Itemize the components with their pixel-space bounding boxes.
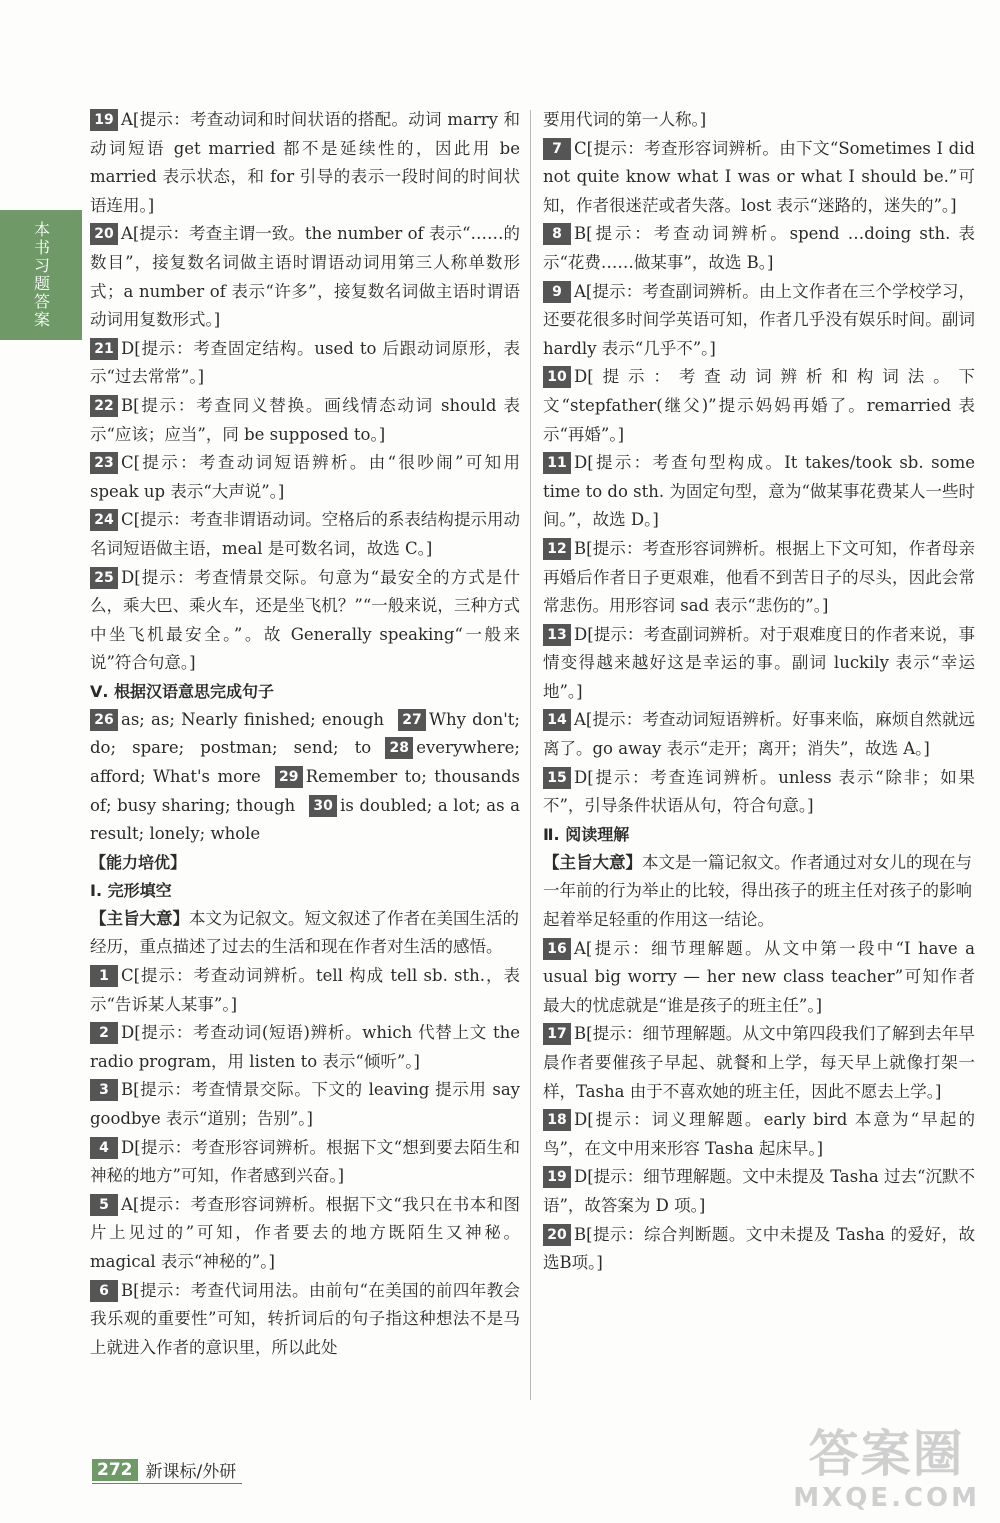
right-column — [543, 106, 975, 1278]
answer-text: B[提示：考查动词辨析。spend …doing sth. 表示“花费……做某事”，故选 B。] — [543, 224, 975, 272]
answer-item — [543, 363, 975, 449]
question-number: 12 — [543, 538, 571, 560]
answer-item — [90, 220, 520, 334]
answer-item — [90, 1191, 520, 1277]
answers-7-15 — [543, 135, 975, 821]
answer-item — [90, 392, 520, 449]
left-column — [90, 106, 520, 1362]
answer-item — [90, 1134, 520, 1191]
answer-item — [543, 706, 975, 763]
page-footer — [92, 1457, 236, 1482]
answer-text: D[提示：词义理解题。early bird 本意为“早起的鸟”，在文中用来形容 Tasha 起床早。] — [543, 1110, 975, 1158]
question-number: 28 — [385, 737, 413, 759]
answer-text: D[提示：考查固定结构。used to 后跟动词原形，表示“过去常常”。] — [90, 338, 520, 387]
question-number: 20 — [543, 1224, 571, 1246]
answer-text: D[提示：考查连词辨析。unless 表示“除非；如果不”，引导条件状语从句，符合句意。] — [543, 767, 975, 816]
answer-text: B[提示：考查形容词辨析。根据上下文可知，作者母亲再婚后作者日子更艰难，他看不到苦日子的尽头，因此会常常悲伤。用形容词 sad 表示“悲伤的”。] — [543, 538, 975, 616]
answer-item — [543, 220, 975, 277]
question-number: 10 — [543, 366, 571, 388]
answer-item — [543, 764, 975, 821]
section-v-title: Ⅴ. 根据汉语意思完成句子 — [90, 681, 275, 701]
answer-text: D[提示：细节理解题。文中未提及 Tasha 过去“沉默不语”，故答案为 D 项。] — [543, 1167, 975, 1215]
answer-text: D[提示：考查句型构成。It takes/took sb. some time to do sth. 为固定句型，意为“做某事花费某人一些时间。”，故选 D。] — [543, 453, 975, 530]
summary-label: 【主旨大意】 — [90, 908, 189, 928]
answer-text: D[提示：考查动词辨析和构词法。下文“stepfather(继父)”提示妈妈再婚了。remarried 表示“再婚”。] — [543, 367, 975, 444]
answer-text: A[提示：考查主谓一致。the number of 表示“……的数目”，接复数名词做主语时谓语动词用第三人称单数形式；a number of 表示“许多”，接复数名词做主语时谓语动词用复数形式。] — [90, 224, 520, 330]
ability-title: 【能力培优】 — [90, 852, 187, 872]
answer-text: B[提示：考查代词用法。由前句“在美国的前四年教会我乐观的重要性”可知，转折词后的句子指这种想法不是马上就进入作者的意识里，所以此处 — [90, 1280, 520, 1357]
answer-text: B[提示：综合判断题。文中未提及 Tasha 的爱好，故选B项。] — [543, 1224, 975, 1273]
answer-text: B[提示：考查同义替换。画线情态动词 should 表示“应该；应当”，同 be supposed to。] — [90, 395, 520, 444]
fill-answer-text: Why don't; do; spare; postman; send; to — [90, 709, 520, 758]
question-number: 19 — [543, 1166, 571, 1188]
answer-item — [90, 1019, 520, 1076]
answer-item — [543, 935, 975, 1021]
answers-1-6 — [90, 962, 520, 1362]
summary-text: 本文为记叙文。短文叙述了作者在美国生活的经历，重点描述了过去的生活和现在作者对生活的感悟。 — [90, 908, 519, 957]
column-divider — [530, 110, 531, 1400]
answer-text: A[提示：考查动词短语辨析。好事来临，麻烦自然就远离了。go away 表示“走开；离开；消失”，故选 A。] — [543, 710, 975, 759]
answer-text: D[提示：考查情景交际。句意为“最安全的方式是什么，乘大巴、乘火车，还是坐飞机？”“一般来说，三种方式中坐飞机最安全。”。故 Generally speaking“一般来说”符合句意。] — [90, 567, 520, 673]
question-number: 3 — [90, 1079, 118, 1101]
answer-text: D[提示：考查副词辨析。对于艰难度日的作者来说，事情变得越来越好这是幸运的事。副词 luckily 表示“幸运地”。] — [543, 624, 975, 701]
summary-right — [543, 849, 975, 935]
fill-answer-text: everywhere; afford; What's more — [90, 738, 520, 787]
fill-answers — [90, 706, 520, 849]
answer-item — [543, 135, 975, 221]
question-number: 7 — [543, 138, 571, 160]
summary-label: 【主旨大意】 — [543, 852, 642, 872]
question-number: 16 — [543, 938, 571, 960]
answer-text: A[提示：考查动词和时间状语的搭配。动词 marry 和动词短语 get married 都不是延续性的，因此用 be married 表示状态，和 for 引导的表示一段时间的时间状语连用。] — [90, 110, 520, 215]
question-number: 9 — [543, 281, 571, 303]
section-i-title: Ⅰ. 完形填空 — [90, 880, 172, 900]
watermark — [793, 1425, 980, 1513]
question-number: 19 — [90, 109, 118, 131]
answer-item — [543, 1221, 975, 1278]
watermark-url: MXQE.COM — [793, 1483, 980, 1513]
answer-item — [90, 506, 520, 563]
question-number: 11 — [543, 452, 571, 474]
summary-text: 本文是一篇记叙文。作者通过对女儿的现在与一年前的行为举止的比较，得出孩子的班主任对孩子的影响起着举足轻重的作用这一结论。 — [543, 852, 972, 930]
side-tab-label: 本书习题答案 — [31, 221, 51, 329]
question-number: 25 — [90, 567, 118, 589]
side-tab — [0, 210, 82, 340]
question-number: 14 — [543, 709, 571, 731]
question-number: 4 — [90, 1137, 118, 1159]
question-number: 22 — [90, 395, 118, 417]
answer-text: A[提示：细节理解题。从文中第一段中“I have a usual big worry — her new class teacher”可知作者最大的忧虑就是“谁是孩子的班主任”。] — [543, 938, 975, 1015]
answer-item — [90, 106, 520, 220]
page-number: 272 — [92, 1459, 138, 1481]
answer-item — [90, 1277, 520, 1363]
answers-19-25 — [90, 106, 520, 678]
answer-item — [90, 335, 520, 392]
question-number: 17 — [543, 1023, 571, 1045]
summary-left — [90, 905, 520, 962]
continuation-text: 要用代词的第一人称。] — [543, 110, 707, 129]
answer-text: B[提示：细节理解题。从文中第四段我们了解到去年早晨作者要催孩子早起、就餐和上学，每天早上就像打架一样，Tasha 由于不喜欢她的班主任，因此不愿去上学。] — [543, 1024, 975, 1101]
answer-item — [543, 449, 975, 535]
answer-text: C[提示：考查动词短语辨析。由“很吵闹”可知用 speak up 表示“大声说”。] — [90, 453, 520, 501]
question-number: 27 — [398, 709, 426, 731]
fill-answer-text: is doubled; a lot; as a result; lonely; whole — [90, 795, 520, 844]
question-number: 8 — [543, 223, 571, 245]
fill-answer-text: as; as; Nearly finished; enough — [121, 709, 385, 729]
question-number: 30 — [309, 795, 337, 817]
question-number: 29 — [275, 766, 303, 788]
question-number: 20 — [90, 223, 118, 245]
answer-item — [543, 535, 975, 621]
answer-text: D[提示：考查动词(短语)辨析。which 代替上文 the radio program，用 listen to 表示“倾听”。] — [90, 1023, 520, 1071]
answer-text: B[提示：考查情景交际。下文的 leaving 提示用 say goodbye 表示“道别；告别”。] — [90, 1080, 520, 1128]
question-number: 2 — [90, 1022, 118, 1044]
question-number: 26 — [90, 709, 118, 731]
answer-item — [543, 1106, 975, 1163]
fill-answer-text: Remember to; thousands of; busy sharing; though — [90, 767, 520, 815]
answer-text: A[提示：考查形容词辨析。根据下文“我只在书本和图片上见过的”可知，作者要去的地方既陌生又神秘。magical 表示“神秘的”。] — [90, 1194, 520, 1271]
answer-text: D[提示：考查形容词辨析。根据下文“想到要去陌生和神秘的地方”可知，作者感到兴奋。] — [90, 1137, 520, 1186]
answer-text: A[提示：考查副词辨析。由上文作者在三个学校学习，还要花很多时间学英语可知，作者几乎没有娱乐时间。副词 hardly 表示“几乎不”。] — [543, 281, 975, 358]
answer-text: C[提示：考查形容词辨析。由下文“Sometimes I did not quite know what I was or what I should be.”可知，作者很迷茫或者失落。lost 表示“迷路的，迷失的”。] — [543, 138, 975, 215]
section-ii-title: Ⅱ. 阅读理解 — [543, 824, 630, 844]
book-label: 新课标/外研 — [145, 1462, 237, 1482]
answer-item — [90, 962, 520, 1019]
footer-rule — [92, 1483, 242, 1484]
answer-item — [543, 1163, 975, 1220]
answer-item — [543, 621, 975, 707]
question-number: 18 — [543, 1109, 571, 1131]
question-number: 24 — [90, 509, 118, 531]
question-number: 1 — [90, 965, 118, 987]
answer-item — [543, 278, 975, 364]
answer-item — [543, 1020, 975, 1106]
question-number: 13 — [543, 624, 571, 646]
watermark-logo: 答案圈 — [808, 1425, 965, 1483]
question-number: 15 — [543, 767, 571, 789]
question-number: 23 — [90, 452, 118, 474]
answer-item — [90, 1076, 520, 1133]
answer-item — [90, 449, 520, 506]
answer-text: C[提示：考查动词辨析。tell 构成 tell sb. sth.，表示“告诉某人某事”。] — [90, 966, 520, 1014]
answer-item — [90, 564, 520, 678]
answer-text: C[提示：考查非谓语动词。空格后的系表结构提示用动名词短语做主语，meal 是可数名词，故选 C。] — [90, 510, 520, 558]
question-number: 6 — [90, 1280, 118, 1302]
answers-16-20 — [543, 935, 975, 1278]
question-number: 21 — [90, 338, 118, 360]
question-number: 5 — [90, 1194, 118, 1216]
